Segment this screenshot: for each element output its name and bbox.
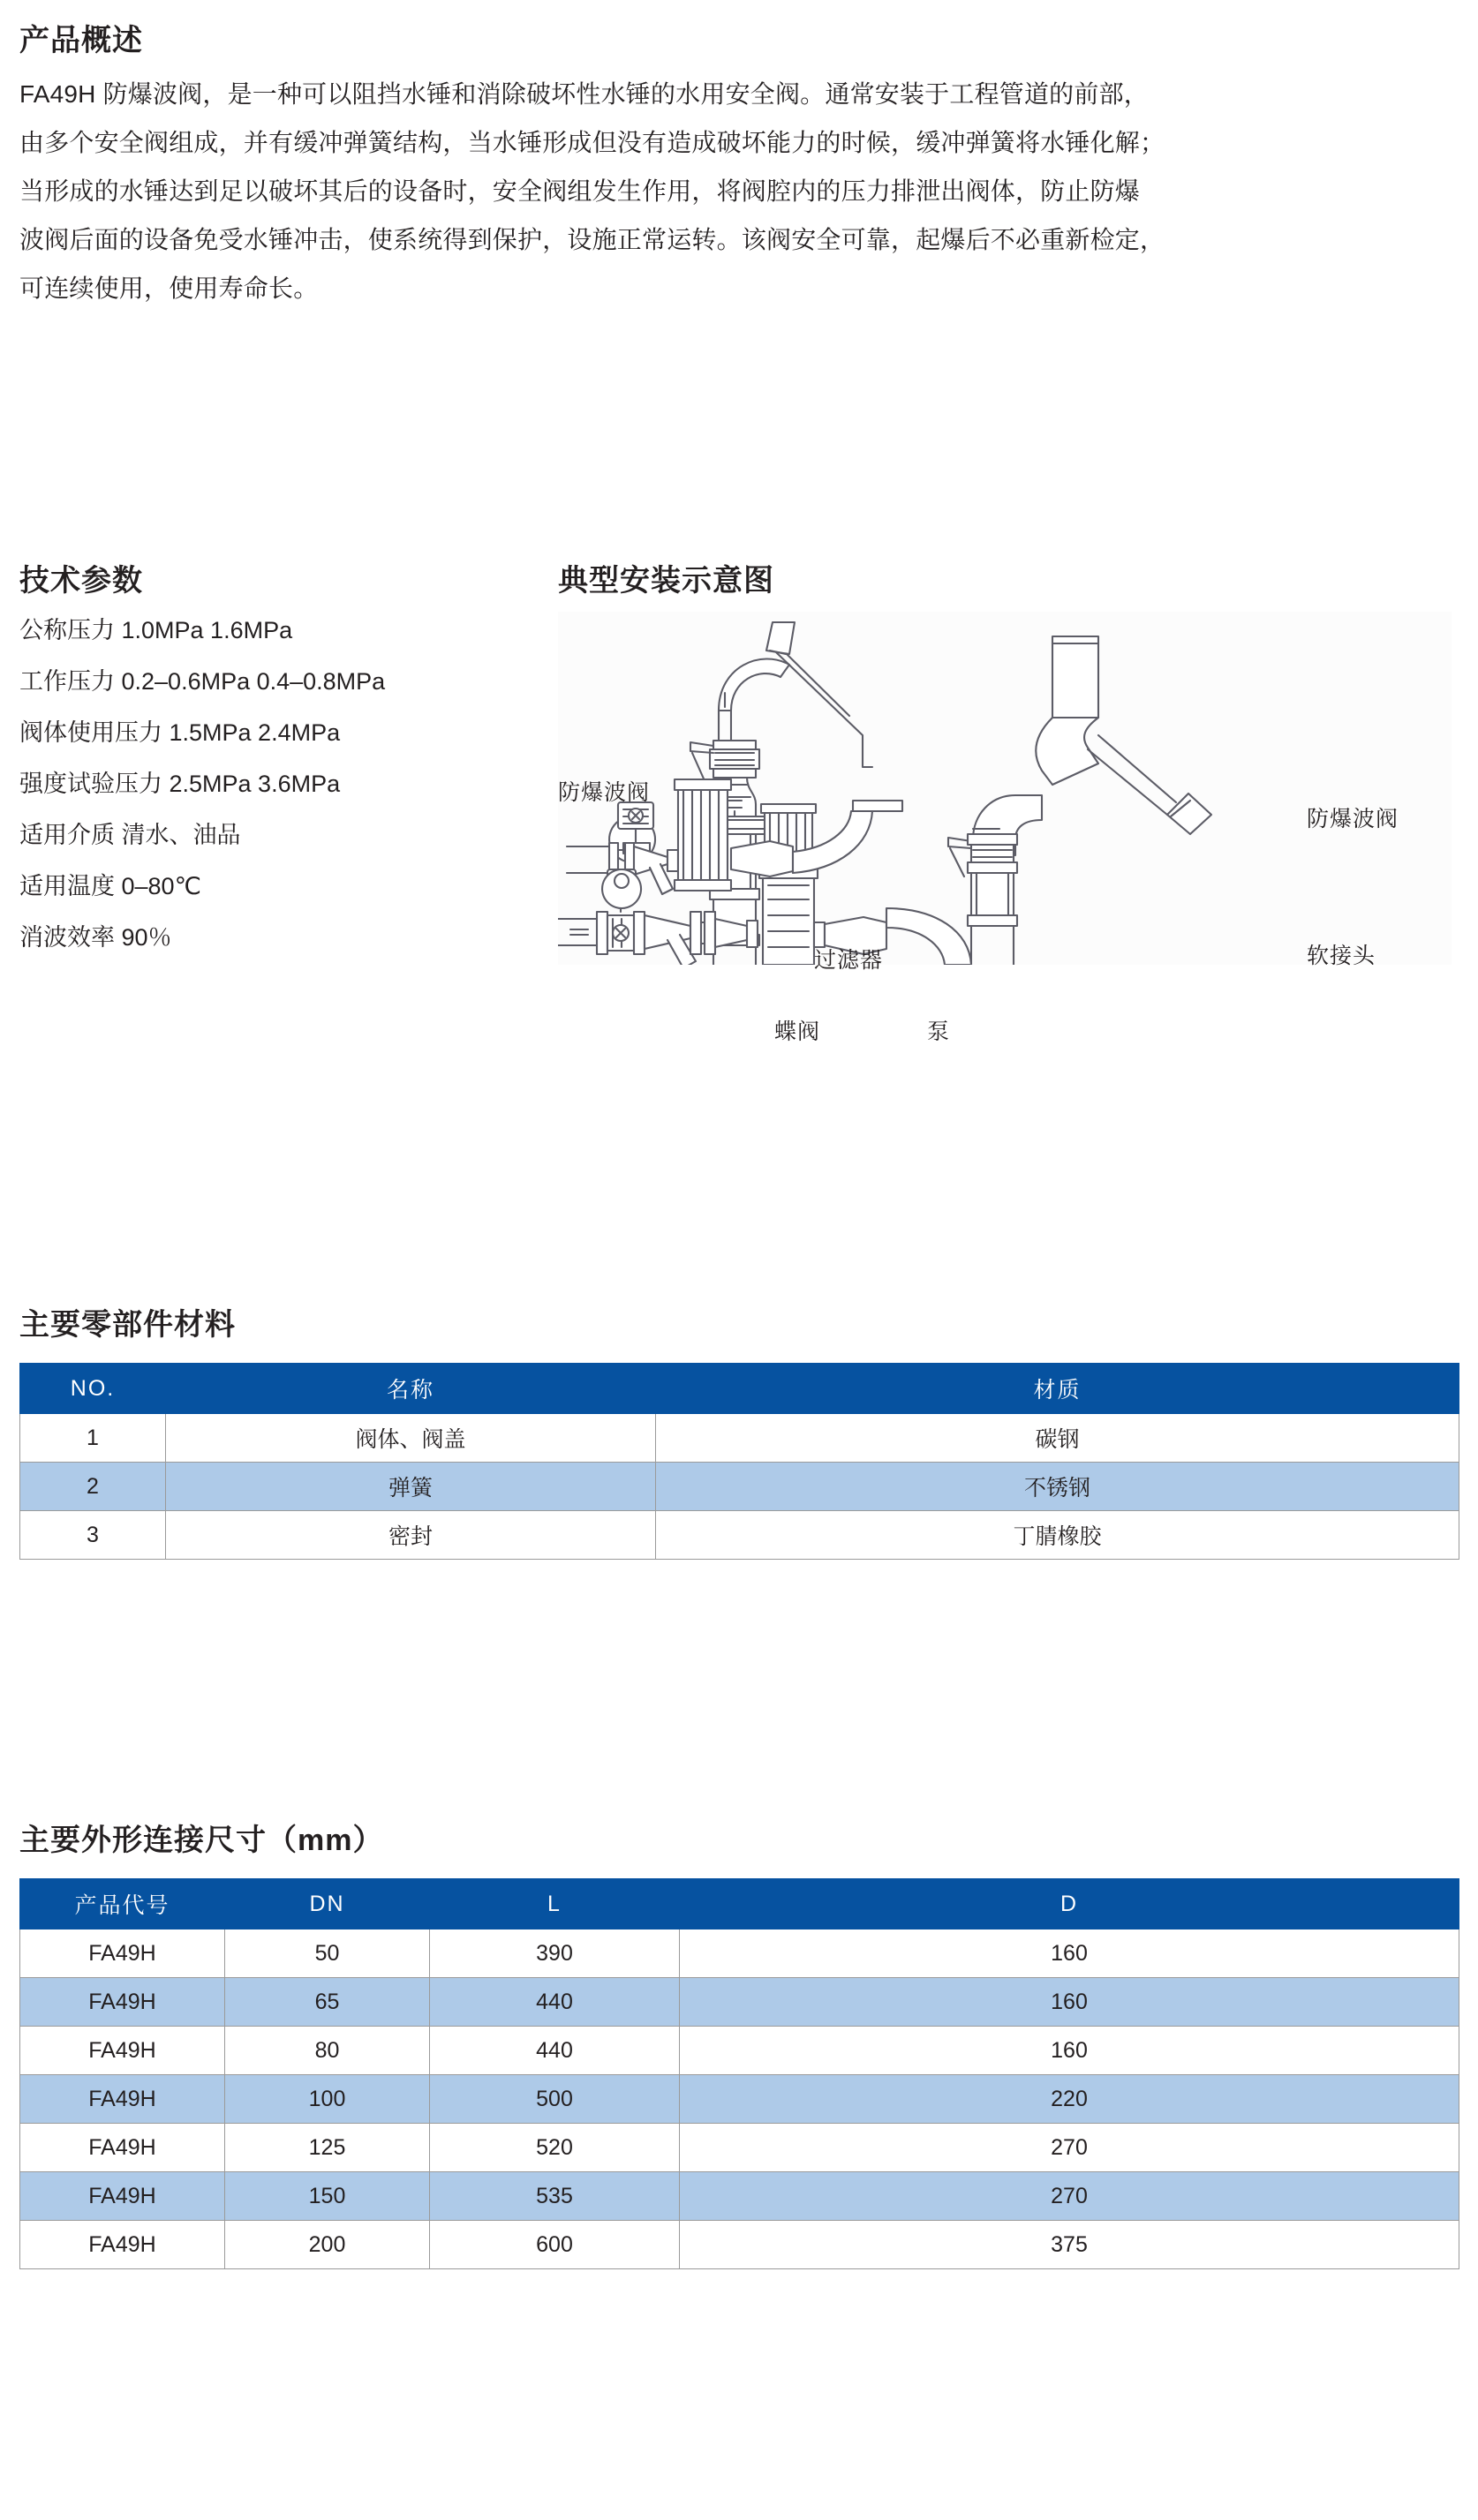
cell-d: 160 — [680, 2027, 1459, 2075]
table-row — [20, 2124, 1459, 2172]
overview-paragraph-line: FA49H 防爆波阀，是一种可以阻挡水锤和消除破坏性水锤的水用安全阀。通常安装于工程管道的前部， — [19, 80, 1149, 108]
column-header-d: D — [680, 1879, 1459, 1929]
column-header-name: 名称 — [166, 1364, 656, 1414]
overview-paragraph-line: 由多个安全阀组成，并有缓冲弹簧结构，当水锤形成但没有造成破坏能力的时候，缓冲弹簧将水锤化解； — [19, 129, 1165, 156]
table-row — [20, 1978, 1459, 2027]
table-row — [20, 1929, 1459, 1978]
overview-paragraph-line: 波阀后面的设备免受水锤冲击，使系统得到保护，设施正常运转。该阀安全可靠，起爆后不必重新检定， — [19, 226, 1165, 253]
diagram-title: 典型安装示意图 — [558, 564, 774, 598]
cell-dn: 125 — [225, 2124, 430, 2172]
tech-param-item: 阀体使用压力 1.5MPa 2.4MPa — [19, 719, 341, 746]
cell-d: 160 — [680, 1978, 1459, 2027]
cell-l: 390 — [430, 1929, 680, 1978]
tech-param-item: 消波效率 90％ — [19, 924, 172, 951]
cell-name: 弹簧 — [166, 1463, 656, 1511]
cell-product-code: FA49H — [20, 2221, 225, 2269]
cell-no: 1 — [20, 1414, 166, 1463]
tech-param-item: 强度试验压力 2.5MPa 3.6MPa — [19, 771, 341, 797]
cell-d: 160 — [680, 1929, 1459, 1978]
table-header-row — [20, 1364, 1459, 1414]
cell-l: 440 — [430, 1978, 680, 2027]
table-row — [20, 2027, 1459, 2075]
cell-l: 600 — [430, 2221, 680, 2269]
product-overview-section — [19, 16, 1459, 325]
column-header-product-code: 产品代号 — [20, 1879, 225, 1929]
cell-product-code: FA49H — [20, 1978, 225, 2027]
cell-material: 丁腈橡胶 — [656, 1511, 1459, 1560]
cell-dn: 150 — [225, 2172, 430, 2221]
cell-d: 375 — [680, 2221, 1459, 2269]
table-row — [20, 1414, 1459, 1463]
table-row — [20, 1463, 1459, 1511]
cell-no: 2 — [20, 1463, 166, 1511]
cell-l: 535 — [430, 2172, 680, 2221]
cell-product-code: FA49H — [20, 2027, 225, 2075]
diagram-label-butterfly-valve: 蝶阀 — [774, 1019, 821, 1044]
table-row — [20, 2221, 1459, 2269]
cell-dn: 80 — [225, 2027, 430, 2075]
cell-dn: 200 — [225, 2221, 430, 2269]
installation-diagram-canvas — [558, 612, 1452, 1044]
cell-d: 270 — [680, 2124, 1459, 2172]
cell-product-code: FA49H — [20, 2172, 225, 2221]
cell-name: 密封 — [166, 1511, 656, 1560]
tech-params-title: 技术参数 — [19, 564, 143, 598]
cell-l: 520 — [430, 2124, 680, 2172]
diagram-label-soft-joint: 软接头 — [1307, 944, 1376, 968]
materials-title: 主要零部件材料 — [19, 1308, 236, 1342]
cell-dn: 65 — [225, 1978, 430, 2027]
technical-parameters-section — [19, 556, 549, 977]
installation-diagram-section — [558, 556, 1459, 1044]
diagram-label-filter: 过滤器 — [814, 948, 884, 973]
overview-paragraph-line: 当形成的水锤达到足以破坏其后的设备时，安全阀组发生作用，将阀腔内的压力排泄出阀体，防止防爆 — [19, 177, 1141, 205]
column-header-l: L — [430, 1879, 680, 1929]
materials-table — [19, 1363, 1459, 1560]
table-row — [20, 2172, 1459, 2221]
tech-param-item: 工作压力 0.2–0.6MPa 0.4–0.8MPa — [19, 668, 386, 695]
diagram-label-explosion-proof-wave-valve-top: 防爆波阀 — [558, 780, 651, 805]
diagram-label-pump: 泵 — [927, 1019, 951, 1044]
cell-product-code: FA49H — [20, 2124, 225, 2172]
tech-param-item: 适用温度 0–80℃ — [19, 873, 201, 899]
overview-paragraph-line: 可连续使用，使用寿命长。 — [19, 275, 319, 302]
piping-schematic-illustration — [558, 612, 1452, 965]
dimensions-title: 主要外形连接尺寸（mm） — [19, 1824, 384, 1857]
cell-product-code: FA49H — [20, 2075, 225, 2124]
tech-param-item: 适用介质 清水、油品 — [19, 822, 241, 848]
cell-l: 500 — [430, 2075, 680, 2124]
cell-d: 220 — [680, 2075, 1459, 2124]
table-row — [20, 2075, 1459, 2124]
dimensions-section — [19, 1816, 1459, 2269]
cell-material: 不锈钢 — [656, 1463, 1459, 1511]
cell-material: 碳钢 — [656, 1414, 1459, 1463]
tech-param-item: 公称压力 1.0MPa 1.6MPa — [19, 617, 293, 643]
dimensions-table — [19, 1878, 1459, 2269]
diagram-label-explosion-proof-wave-valve-right: 防爆波阀 — [1307, 807, 1399, 831]
table-header-row — [20, 1879, 1459, 1929]
cell-product-code: FA49H — [20, 1929, 225, 1978]
table-row — [20, 1511, 1459, 1560]
overview-title: 产品概述 — [19, 24, 143, 57]
cell-l: 440 — [430, 2027, 680, 2075]
cell-dn: 100 — [225, 2075, 430, 2124]
cell-no: 3 — [20, 1511, 166, 1560]
cell-d: 270 — [680, 2172, 1459, 2221]
cell-name: 阀体、阀盖 — [166, 1414, 656, 1463]
column-header-no: NO. — [20, 1364, 166, 1414]
column-header-dn: DN — [225, 1879, 430, 1929]
column-header-material: 材质 — [656, 1364, 1459, 1414]
cell-dn: 50 — [225, 1929, 430, 1978]
materials-section — [19, 1300, 1459, 1560]
